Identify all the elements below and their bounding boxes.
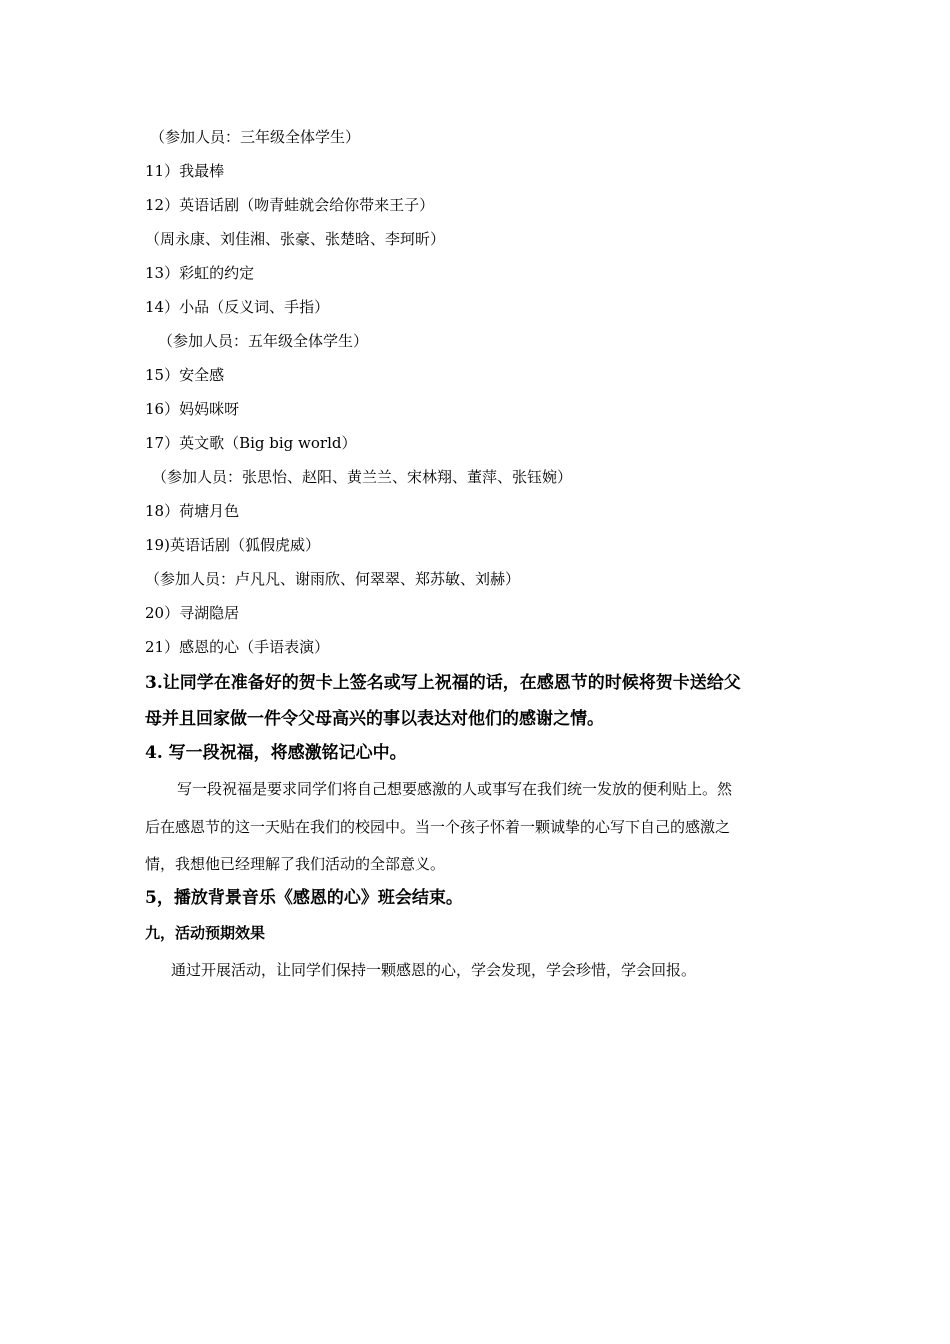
program-item-18: 18）荷塘月色: [145, 502, 240, 520]
step-4-paragraph-line-2: 后在感恩节的这一天贴在我们的校园中。当一个孩子怀着一颗诚挚的心写下自己的感激之: [145, 818, 731, 836]
participants-line-grade3: （参加人员：三年级全体学生）: [150, 128, 361, 146]
participants-line-item17: （参加人员：张思怡、赵阳、黄兰兰、宋林翔、董萍、张钰婉）: [152, 468, 573, 486]
program-item-15: 15）安全感: [145, 366, 225, 384]
program-item-11: 11）我最棒: [145, 162, 225, 180]
step-4-paragraph-line-1: 写一段祝福是要求同学们将自己想要感激的人或事写在我们统一发放的便利贴上。然: [177, 780, 733, 798]
participants-line-item19: （参加人员：卢凡凡、谢雨欣、何翠翠、郑苏敏、刘赫）: [145, 570, 521, 588]
step-4-heading: 4. 写一段祝福，将感激铭记心中。: [145, 743, 407, 763]
participants-line-grade5: （参加人员：五年级全体学生）: [158, 332, 369, 350]
program-item-19: 19)英语话剧（狐假虎威）: [145, 536, 320, 554]
program-item-21: 21）感恩的心（手语表演）: [145, 638, 330, 656]
program-item-20: 20）寻湖隐居: [145, 604, 240, 622]
program-item-13: 13）彩虹的约定: [145, 264, 255, 282]
participants-line-item12: （周永康、刘佳湘、张豪、张楚晗、李珂昕）: [145, 230, 446, 248]
section-9-heading: 九，活动预期效果: [145, 924, 266, 942]
program-item-14: 14）小品（反义词、手指）: [145, 298, 330, 316]
program-item-17: 17）英文歌（Big big world）: [145, 434, 357, 452]
program-item-16: 16）妈妈咪呀: [145, 400, 240, 418]
step-5-heading: 5，播放背景音乐《感恩的心》班会结束。: [145, 888, 463, 908]
section-9-paragraph: 通过开展活动，让同学们保持一颗感恩的心，学会发现，学会珍惜，学会回报。: [171, 961, 697, 979]
step-3-line-2: 母并且回家做一件令父母高兴的事以表达对他们的感谢之情。: [145, 709, 604, 729]
step-4-paragraph-line-3: 情，我想他已经理解了我们活动的全部意义。: [145, 855, 446, 873]
step-3-line-1: 3.让同学在准备好的贺卡上签名或写上祝福的话，在感恩节的时候将贺卡送给父: [145, 673, 741, 693]
program-item-12: 12）英语话剧（吻青蛙就会给你带来王子）: [145, 196, 435, 214]
